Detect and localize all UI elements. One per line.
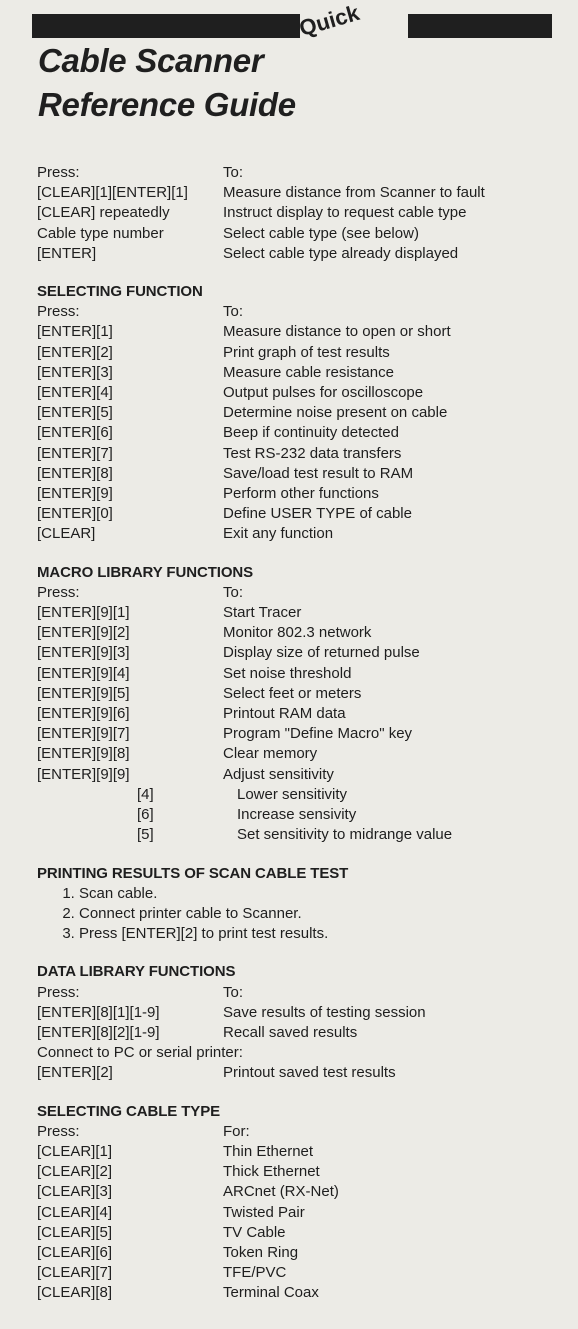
key-description: Monitor 802.3 network <box>223 624 372 642</box>
reference-row <box>37 524 557 544</box>
intro-section <box>37 163 557 264</box>
press-column-header: Press: <box>37 583 80 601</box>
reference-row <box>37 1023 557 1043</box>
key-description: Set noise threshold <box>223 664 352 682</box>
printing-results-section <box>37 864 557 945</box>
key-sequence: [5] <box>137 826 154 844</box>
key-description: Thick Ethernet <box>223 1163 320 1181</box>
reference-row <box>37 1263 557 1283</box>
key-description: Increase sensivity <box>237 806 357 824</box>
press-column-header: Press: <box>37 983 80 1001</box>
key-description: Measure distance from Scanner to fault <box>223 184 485 202</box>
key-sequence: Cable type number <box>37 224 164 242</box>
key-description: Save/load test result to RAM <box>223 464 414 482</box>
column-headers <box>37 163 557 183</box>
key-description: Thin Ethernet <box>223 1142 314 1160</box>
key-description: Adjust sensitivity <box>223 765 334 783</box>
key-description: Define USER TYPE of cable <box>223 505 412 523</box>
press-column-header: Press: <box>37 303 80 321</box>
key-sequence: [CLEAR] <box>37 525 96 543</box>
reference-row <box>37 643 557 663</box>
reference-row <box>37 403 557 423</box>
reference-row <box>37 444 557 464</box>
key-sequence: [ENTER][9][1] <box>37 604 130 622</box>
selecting-function-section <box>37 282 557 545</box>
key-sequence: [ENTER][9][8] <box>37 745 130 763</box>
reference-row <box>37 383 557 403</box>
reference-row <box>37 423 557 443</box>
reference-row <box>37 1243 557 1263</box>
reference-row <box>37 785 557 805</box>
title-quick: Quick <box>296 0 363 41</box>
reference-row <box>37 1283 557 1303</box>
key-description: Twisted Pair <box>223 1203 305 1221</box>
key-sequence: [ENTER][9][7] <box>37 725 130 743</box>
data-library-rows <box>37 1003 557 1043</box>
key-sequence: [ENTER][4] <box>37 384 113 402</box>
key-description: Determine noise present on cable <box>223 404 448 422</box>
key-description: Select cable type (see below) <box>223 224 419 242</box>
key-description: Printout RAM data <box>223 705 346 723</box>
connect-note: Connect to PC or serial printer: <box>37 1044 243 1062</box>
key-sequence: [ENTER][2] <box>37 1064 113 1082</box>
key-description: Test RS-232 data transfers <box>223 444 402 462</box>
key-sequence: [6] <box>137 806 154 824</box>
reference-row <box>37 464 557 484</box>
key-description: Save results of testing session <box>223 1003 426 1021</box>
key-sequence: [CLEAR][4] <box>37 1203 113 1221</box>
key-description: Set sensitivity to midrange value <box>237 826 453 844</box>
key-sequence: [CLEAR][3] <box>37 1183 113 1201</box>
key-description: Program "Define Macro" key <box>223 725 413 743</box>
key-sequence: [ENTER][1] <box>37 323 113 341</box>
reference-row <box>37 484 557 504</box>
reference-row <box>37 183 557 203</box>
key-sequence: [ENTER][8][1][1-9] <box>37 1003 160 1021</box>
key-description: Measure cable resistance <box>223 363 394 381</box>
reference-row <box>37 1063 557 1083</box>
key-description: Measure distance to open or short <box>223 323 451 341</box>
key-description: Start Tracer <box>223 604 302 622</box>
key-sequence: [CLEAR][1][ENTER][1] <box>37 184 188 202</box>
reference-row <box>37 603 557 623</box>
reference-row <box>37 684 557 704</box>
key-sequence: [CLEAR][7] <box>37 1264 113 1282</box>
key-sequence: [ENTER][2] <box>37 343 113 361</box>
macro-rows <box>37 603 557 785</box>
key-description: Recall saved results <box>223 1023 358 1041</box>
reference-row <box>37 805 557 825</box>
key-description: TFE/PVC <box>223 1264 287 1282</box>
to-column-header: To: <box>223 303 244 321</box>
print-step: 3. Press [ENTER][2] to print test results. <box>79 924 557 944</box>
reference-row <box>37 244 557 264</box>
press-column-header: Press: <box>37 164 80 181</box>
reference-row <box>37 1203 557 1223</box>
reference-row <box>37 704 557 724</box>
reference-row <box>37 504 557 524</box>
key-description: Beep if continuity detected <box>223 424 399 442</box>
reference-row <box>37 1003 557 1023</box>
key-sequence: [ENTER][7] <box>37 444 113 462</box>
print-steps-list <box>37 884 557 945</box>
key-description: Printout saved test results <box>223 1064 396 1082</box>
key-description: Instruct display to request cable type <box>223 204 467 222</box>
key-sequence: [ENTER][9][9] <box>37 765 130 783</box>
column-headers <box>37 1122 557 1142</box>
key-sequence: [ENTER][9][3] <box>37 644 130 662</box>
reference-row <box>37 765 557 785</box>
key-sequence: [ENTER][3] <box>37 363 113 381</box>
to-column-header: To: <box>223 164 244 181</box>
key-description: ARCnet (RX-Net) <box>223 1183 339 1201</box>
for-column-header: For: <box>223 1122 250 1140</box>
key-description: Lower sensitivity <box>237 785 348 803</box>
reference-row <box>37 724 557 744</box>
key-sequence: [CLEAR][6] <box>37 1243 113 1261</box>
reference-row <box>37 1223 557 1243</box>
function-rows <box>37 322 557 544</box>
key-sequence: [4] <box>137 785 154 803</box>
key-description: Clear memory <box>223 745 318 763</box>
reference-row <box>37 1142 557 1162</box>
reference-row <box>37 623 557 643</box>
key-sequence: [ENTER] <box>37 244 97 262</box>
reference-row <box>37 322 557 342</box>
key-sequence: [ENTER][6] <box>37 424 113 442</box>
section-heading: DATA LIBRARY FUNCTIONS <box>37 963 236 981</box>
sensitivity-sub-rows <box>37 785 557 846</box>
key-sequence: [CLEAR][8] <box>37 1284 113 1302</box>
key-sequence: [ENTER][5] <box>37 404 113 422</box>
press-column-header: Press: <box>37 1122 80 1140</box>
reference-row <box>37 343 557 363</box>
macro-library-section <box>37 563 557 846</box>
key-sequence: [ENTER][9] <box>37 485 113 503</box>
reference-row <box>37 664 557 684</box>
reference-row <box>37 744 557 764</box>
reference-row <box>37 1182 557 1202</box>
section-heading: PRINTING RESULTS OF SCAN CABLE TEST <box>37 864 349 882</box>
header-bar-left <box>32 14 300 38</box>
print-step: 1. Scan cable. <box>79 884 557 904</box>
key-sequence: [ENTER][9][6] <box>37 705 130 723</box>
to-column-header: To: <box>223 583 244 601</box>
key-sequence: [CLEAR][5] <box>37 1223 113 1241</box>
key-sequence: [CLEAR] repeatedly <box>37 204 170 222</box>
column-headers <box>37 983 557 1003</box>
column-headers <box>37 583 557 603</box>
header-bar-right <box>408 14 552 38</box>
reference-row <box>37 363 557 383</box>
key-description: Select cable type already displayed <box>223 244 459 262</box>
key-sequence: [ENTER][9][5] <box>37 684 130 702</box>
key-sequence: [CLEAR][2] <box>37 1163 113 1181</box>
section-heading: MACRO LIBRARY FUNCTIONS <box>37 563 254 581</box>
data-library-section <box>37 962 557 1083</box>
title-line-2: Reference Guide <box>38 86 296 123</box>
key-description: Display size of returned pulse <box>223 644 420 662</box>
column-headers <box>37 302 557 322</box>
key-sequence: [ENTER][9][2] <box>37 624 130 642</box>
print-step: 2. Connect printer cable to Scanner. <box>79 904 557 924</box>
section-heading: SELECTING FUNCTION <box>37 283 203 301</box>
key-description: TV Cable <box>223 1223 286 1241</box>
key-sequence: [ENTER][9][4] <box>37 664 130 682</box>
key-description: Print graph of test results <box>223 343 390 361</box>
intro-rows <box>37 183 557 264</box>
title-line-1: Cable Scanner <box>38 42 264 79</box>
key-sequence: [ENTER][8][2][1-9] <box>37 1023 160 1041</box>
key-description: Terminal Coax <box>223 1284 319 1302</box>
reference-row <box>37 825 557 845</box>
key-sequence: [CLEAR][1] <box>37 1142 113 1160</box>
key-description: Select feet or meters <box>223 684 362 702</box>
reference-content <box>37 163 557 1322</box>
key-description: Token Ring <box>223 1243 299 1261</box>
reference-row <box>37 1162 557 1182</box>
key-sequence: [ENTER][8] <box>37 464 113 482</box>
key-description: Exit any function <box>223 525 334 543</box>
cable-type-section <box>37 1102 557 1304</box>
reference-row <box>37 203 557 223</box>
to-column-header: To: <box>223 983 244 1001</box>
section-heading: SELECTING CABLE TYPE <box>37 1102 221 1120</box>
key-description: Perform other functions <box>223 485 379 503</box>
key-sequence: [ENTER][0] <box>37 505 113 523</box>
key-description: Output pulses for oscilloscope <box>223 384 424 402</box>
cable-type-rows <box>37 1142 557 1304</box>
reference-row <box>37 224 557 244</box>
